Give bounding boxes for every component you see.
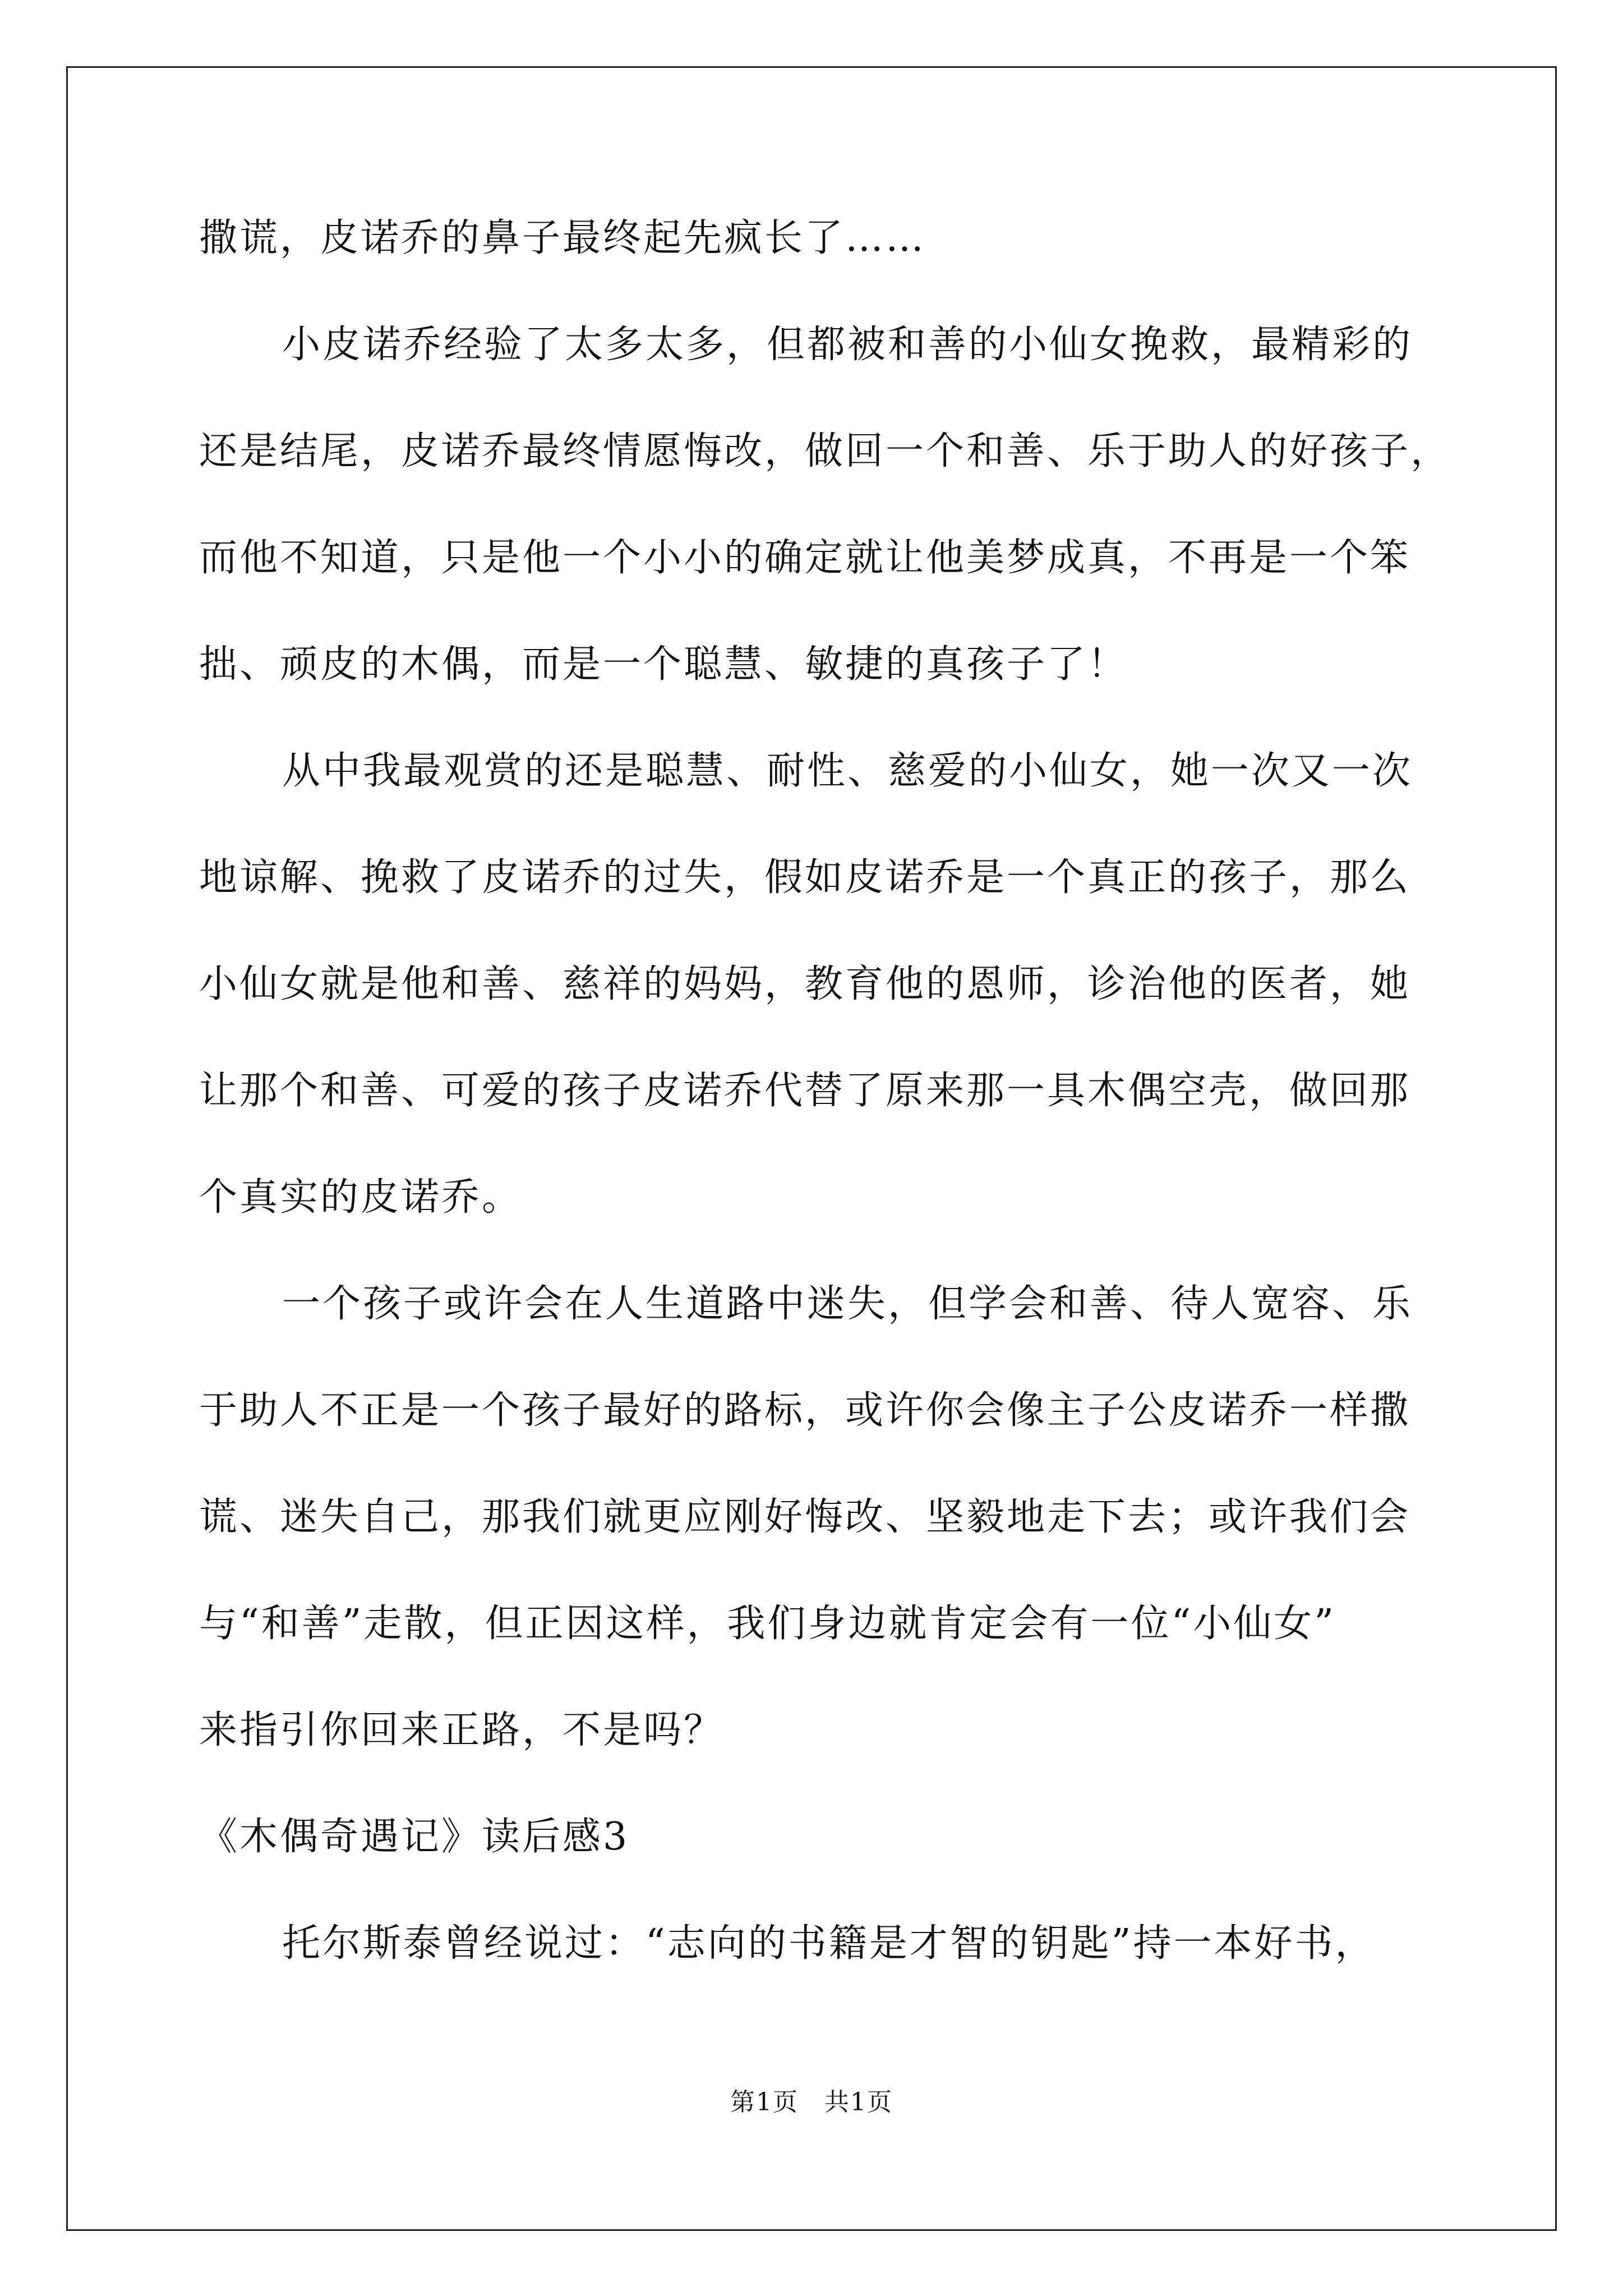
text-line: 拙、顽皮的木偶，而是一个聪慧、敏捷的真孩子了！ [199, 642, 1128, 687]
text-line: 与“和善”走散，但正因这样，我们身边就肯定会有一位“小仙女” [199, 1602, 1336, 1646]
paragraph-first-line: 小皮诺乔经验了太多太多，但都被和善的小仙女挽救，最精彩的 [282, 323, 1413, 367]
text-line: 而他不知道，只是他一个小小的确定就让他美梦成真，不再是一个笨 [199, 536, 1411, 580]
text-line: 来指引你回来正路，不是吗？ [199, 1708, 725, 1752]
text-line: 还是结尾，皮诺乔最终情愿悔改，做回一个和善、乐于助人的好孩子， [199, 429, 1451, 473]
text-line: 于助人不正是一个孩子最好的路标，或许你会像主子公皮诺乔一样撒 [199, 1388, 1411, 1433]
paragraph-first-line: 一个孩子或许会在人生道路中迷失，但学会和善、待人宽容、乐 [282, 1282, 1413, 1326]
text-line: 个真实的皮诺乔。 [199, 1175, 523, 1220]
section-heading: 《木偶奇遇记》读后感3 [199, 1815, 630, 1859]
paragraph-first-line: 从中我最观赏的还是聪慧、耐性、慈爱的小仙女，她一次又一次 [282, 749, 1413, 793]
page-border [66, 66, 1557, 2231]
paragraph-first-line: 托尔斯泰曾经说过：“志向的书籍是才智的钥匙”持一本好书， [282, 1921, 1376, 1966]
text-line: 让那个和善、可爱的孩子皮诺乔代替了原来那一具木偶空壳，做回那 [199, 1069, 1411, 1113]
text-line: 小仙女就是他和善、慈祥的妈妈，教育他的恩师，诊治他的医者，她 [199, 962, 1411, 1006]
text-line: 谎、迷失自己，那我们就更应刚好悔改、坚毅地走下去；或许我们会 [199, 1495, 1411, 1539]
text-line: 撒谎，皮诺乔的鼻子最终起先疯长了…… [199, 216, 926, 260]
text-line: 地谅解、挽救了皮诺乔的过失，假如皮诺乔是一个真正的孩子，那么 [199, 855, 1411, 900]
page-footer: 第1页 共1页 [730, 2088, 893, 2116]
